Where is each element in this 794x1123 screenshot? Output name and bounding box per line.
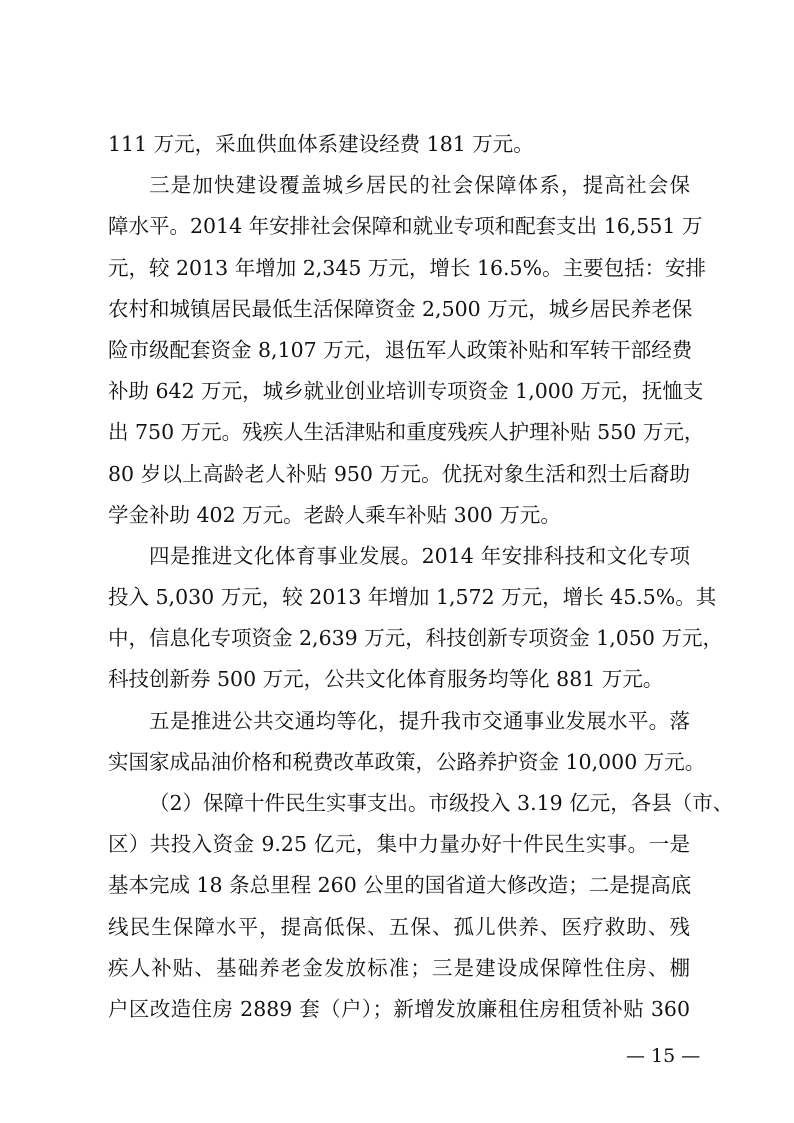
text-line: 基本完成 18 条总里程 260 公里的国省道大修改造；二是提高底 [108, 873, 692, 898]
page-number: — 15 — [626, 1045, 701, 1067]
text-line: 元，较 2013 年增加 2,345 万元，增长 16.5%。主要包括：安排 [108, 255, 707, 280]
text-line: 疾人补贴、基础养老金发放标准；三是建设成保障性住房、棚 [108, 955, 690, 980]
text-line: 投入 5,030 万元，较 2013 年增加 1,572 万元，增长 45.5%。其 [108, 585, 717, 610]
body-text [108, 124, 734, 1030]
text-line: 户区改造住房 2889 套（户）；新增发放廉租住房租赁补贴 360 [108, 996, 690, 1021]
text-line: 补助 642 万元，城乡就业创业培训专项资金 1,000 万元，抚恤支 [108, 379, 704, 404]
text-line: 五是推进公共交通均等化，提升我市交通事业发展水平。落 [149, 708, 690, 733]
text-line: 农村和城镇居民最低生活保障资金 2,500 万元，城乡居民养老保 [108, 296, 693, 321]
text-line: 科技创新券 500 万元，公共文化体育服务均等化 881 万元。 [108, 667, 664, 692]
text-line: 障水平。2014 年安排社会保障和就业专项和配套支出 16,551 万 [108, 214, 703, 239]
text-line: 线民生保障水平，提高低保、五保、孤儿供养、医疗救助、残 [108, 914, 690, 939]
text-line: 中，信息化专项资金 2,639 万元，科技创新专项资金 1,050 万元， [108, 626, 723, 651]
text-line: 三是加快建设覆盖城乡居民的社会保障体系，提高社会保 [149, 173, 690, 198]
text-line: 四是推进文化体育事业发展。2014 年安排科技和文化专项 [149, 543, 690, 568]
text-line: 111 万元，采血供血体系建设经费 181 万元。 [108, 132, 534, 156]
text-line: 险市级配套资金 8,107 万元，退伍军人政策补贴和军转干部经费 [108, 337, 693, 362]
text-line: （2）保障十件民生实事支出。市级投入 3.19 亿元，各县（市、 [149, 791, 734, 815]
text-line: 区）共投入资金 9.25 亿元，集中力量办好十件民生实事。一是 [108, 832, 690, 857]
text-line: 学金补助 402 万元。老龄人乘车补贴 300 万元。 [108, 502, 561, 527]
text-line: 80 岁以上高龄老人补贴 950 万元。优抚对象生活和烈士后裔助 [108, 461, 690, 486]
text-line: 实国家成品油价格和税费改革政策，公路养护资金 10,000 万元。 [108, 749, 706, 774]
text-line: 出 750 万元。残疾人生活津贴和重度残疾人护理补贴 550 万元， [108, 420, 705, 445]
